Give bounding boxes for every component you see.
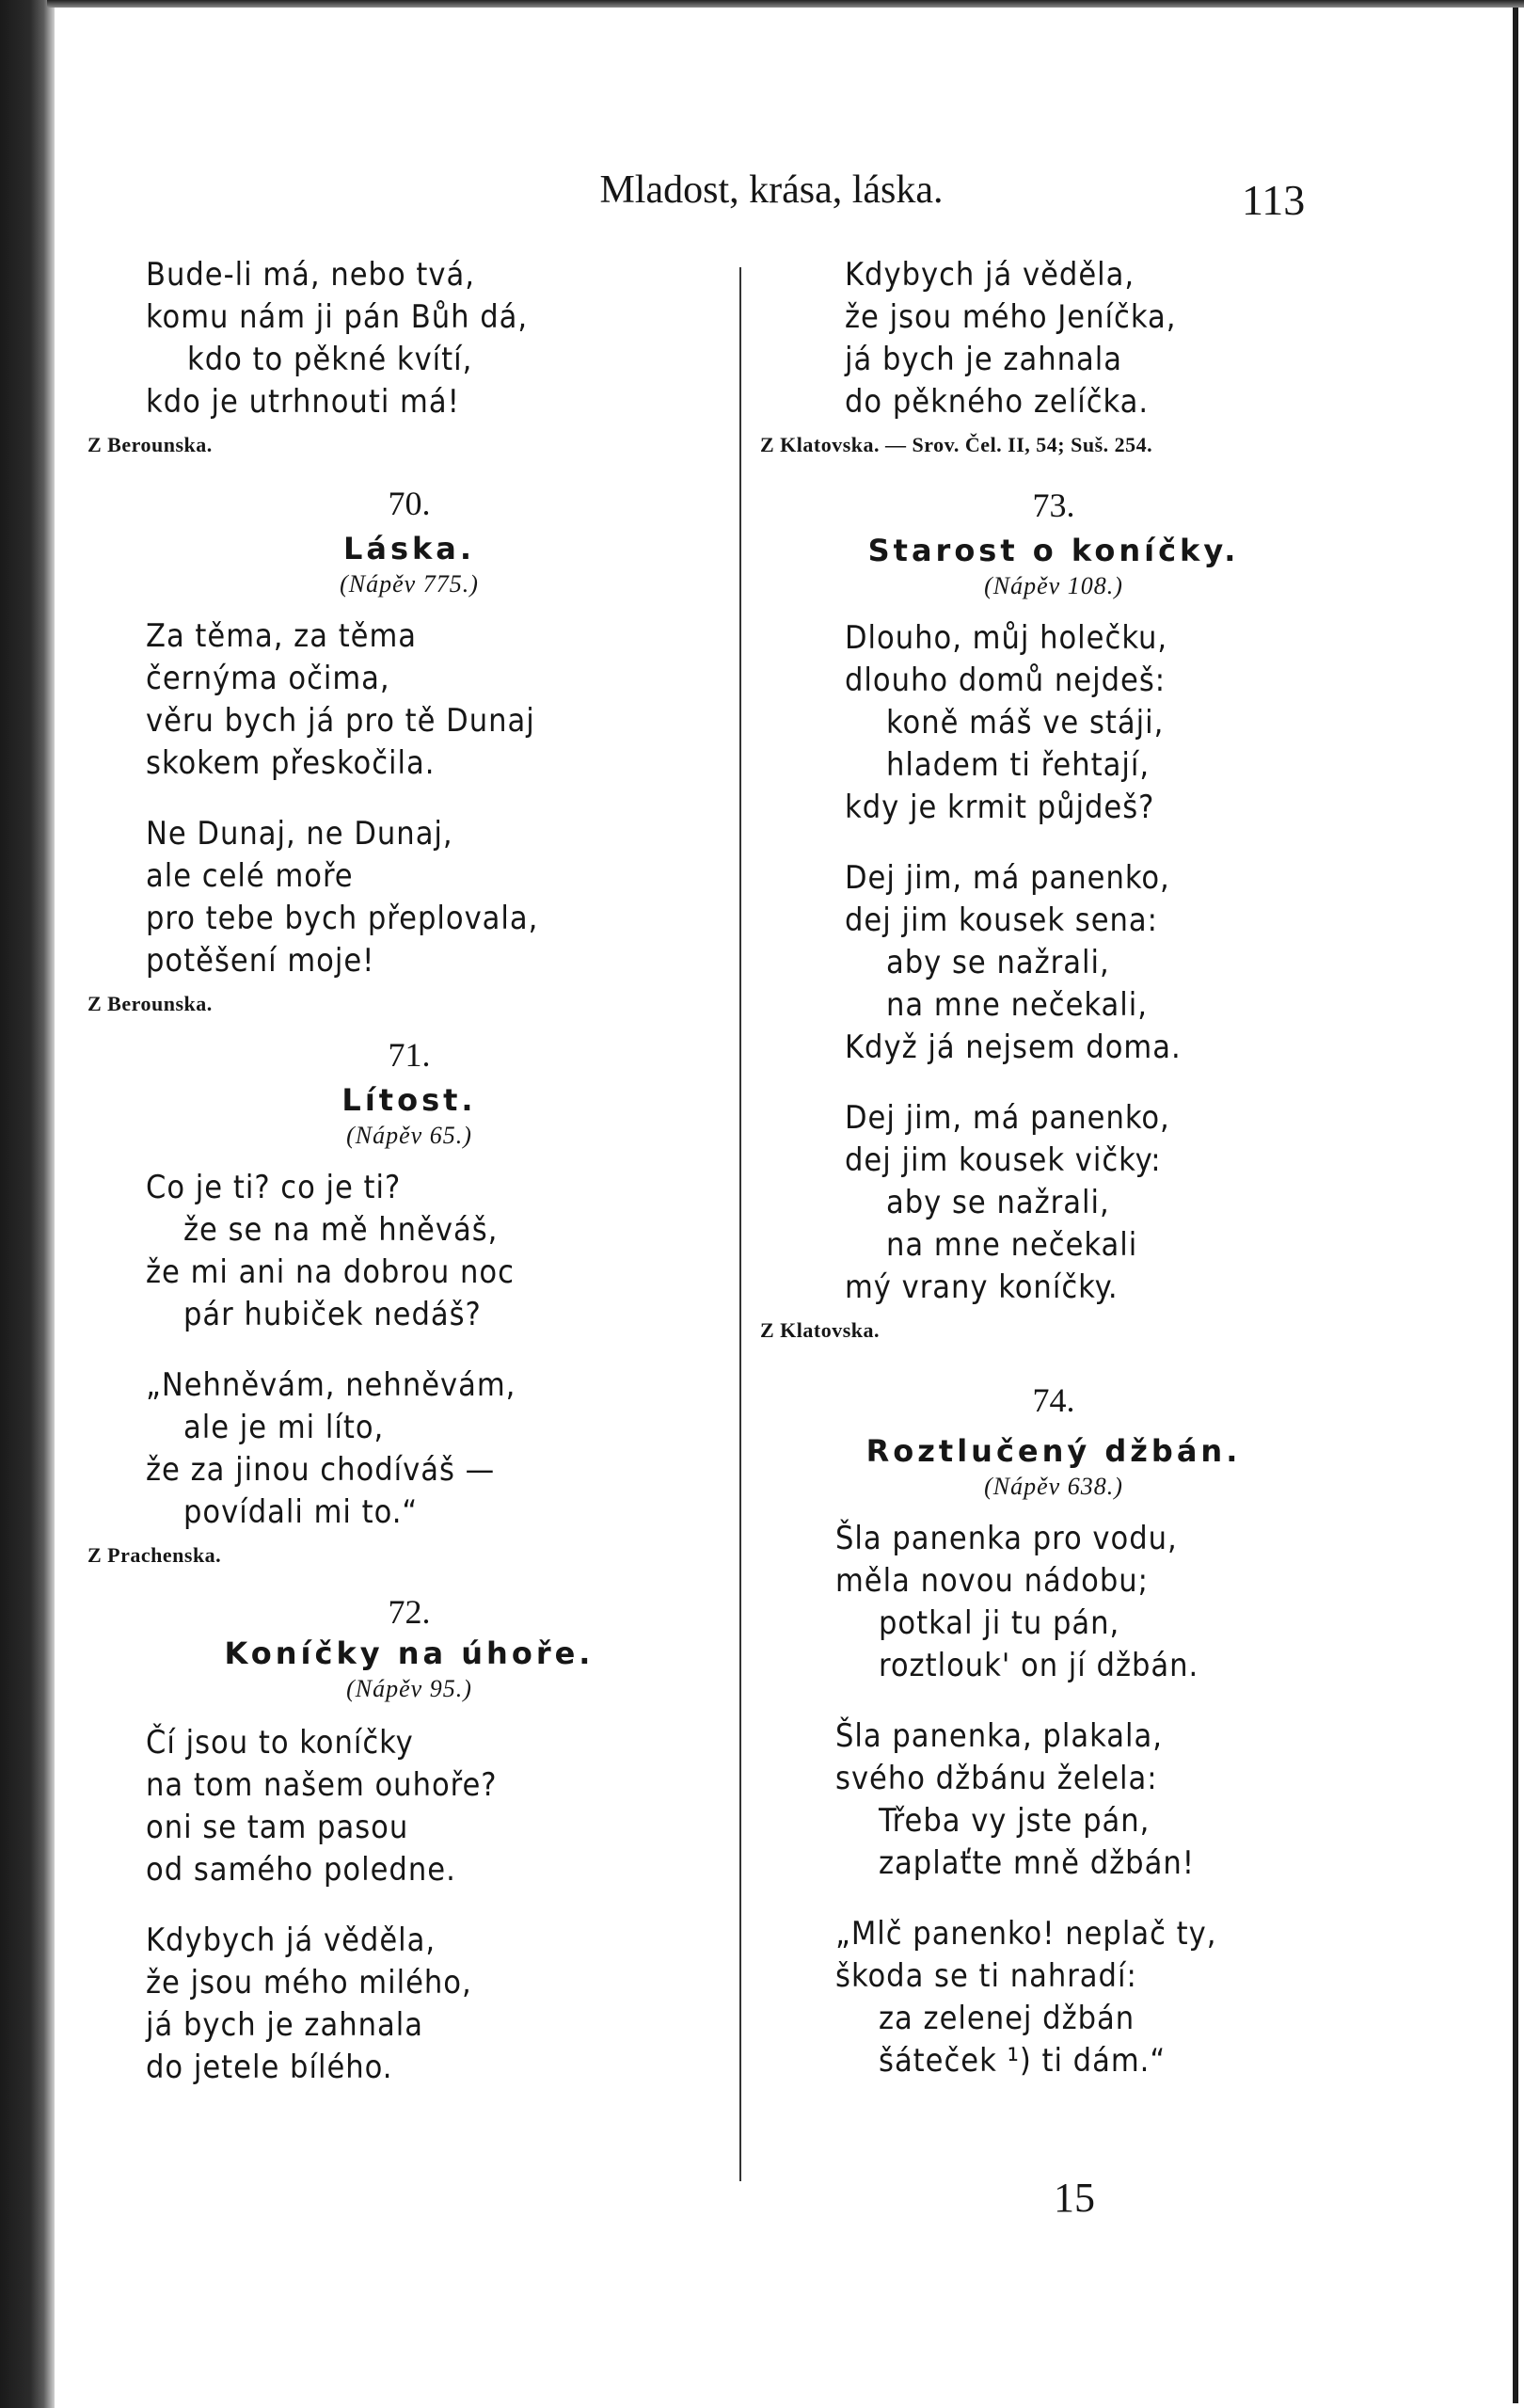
verse-line: kdo to pěkné kvítí, (187, 341, 473, 378)
verse-line: pár hubiček nedáš? (183, 1296, 482, 1333)
verse-line: šáteček ¹) ti dám.“ (879, 2042, 1167, 2080)
verse-line: že se na mě hněváš, (183, 1211, 499, 1249)
verse-line: Třeba vy jste pán, (879, 1802, 1151, 1840)
verse-line: „Nehněvám, nehněvám, (146, 1366, 516, 1404)
song-title: Lítost. (341, 1082, 477, 1118)
running-header: Mladost, krása, láska. (599, 168, 944, 212)
verse-line: aby se nažrali, (886, 1184, 1110, 1221)
page-number: 113 (1242, 176, 1306, 224)
verse-line: Za těma, za těma (146, 617, 418, 655)
verse-line: povídali mi to.“ (183, 1493, 419, 1531)
verse-line: dej jim kousek sena: (845, 901, 1158, 939)
verse-line: Dlouho, můj holečku, (845, 619, 1168, 657)
song-title: Láska. (342, 531, 476, 566)
verse-line: já bych je zahnala (146, 2006, 423, 2044)
song-title: Koníčky na úhoře. (224, 1635, 595, 1671)
verse-line: Dej jim, má panenko, (845, 1099, 1170, 1137)
verse-line: potěšení moje! (146, 942, 375, 980)
verse-line: svého džbánu želela: (835, 1760, 1158, 1797)
verse-line: Ne Dunaj, ne Dunaj, (146, 815, 453, 853)
verse-line: měla novou nádobu; (835, 1562, 1149, 1600)
verse-line: škoda se ti nahradí: (835, 1957, 1137, 1995)
right-column (753, 254, 1279, 2111)
stanza (146, 615, 673, 785)
verse-line: koně máš ve stáji, (886, 704, 1165, 742)
song-number: 71. (388, 1036, 431, 1074)
song-number: 73. (1032, 486, 1075, 524)
verse-line: za zelenej džbán (879, 2000, 1135, 2037)
signature-mark: 15 (1054, 2175, 1095, 2221)
right-edge-border (1513, 8, 1518, 2403)
column-divider (739, 267, 741, 2181)
verse-line: věru bych já pro tě Dunaj (146, 702, 535, 740)
melody-reference: (Nápěv 95.) (346, 1675, 472, 1702)
verse-line: na tom našem ouhoře? (146, 1766, 498, 1804)
melody-reference: (Nápěv 65.) (346, 1122, 472, 1149)
verse-line: ale celé moře (146, 857, 354, 895)
stanza (753, 254, 1279, 423)
top-edge-shadow (47, 0, 1524, 8)
stanza (753, 1913, 1279, 2082)
verse-line: že jsou mého Jeníčka, (845, 298, 1177, 336)
song-number: 74. (1032, 1381, 1075, 1419)
stanza (146, 254, 673, 423)
stanza (753, 1715, 1279, 1885)
verse-line: Kdybych já věděla, (146, 1922, 437, 1959)
verse-line: já bych je zahnala (845, 341, 1122, 378)
verse-line: komu nám ji pán Bůh dá, (146, 298, 529, 336)
verse-line: do pěkného zelíčka. (845, 383, 1150, 421)
stanza (146, 1722, 673, 1891)
verse-line: že jsou mého milého, (146, 1964, 472, 2001)
song-number: 72. (388, 1593, 431, 1631)
melody-reference: (Nápěv 638.) (984, 1473, 1123, 1500)
melody-reference: (Nápěv 775.) (340, 570, 479, 598)
left-column (87, 254, 673, 2117)
book-spine-shadow (0, 0, 55, 2408)
verse-line: že mi ani na dobrou noc (146, 1253, 515, 1291)
verse-line: Bude-li má, nebo tvá, (146, 256, 475, 294)
verse-line: Kdybych já věděla, (845, 256, 1135, 294)
stanza (146, 1167, 673, 1336)
verse-line: Čí jsou to koníčky (146, 1724, 414, 1762)
verse-line: hladem ti řehtají, (886, 746, 1151, 784)
verse-line: kdy je krmit půjdeš? (845, 789, 1155, 826)
source-note: Z Klatovska. — Srov. Čel. II, 54; Suš. 254. (760, 433, 1153, 456)
stanza (753, 617, 1279, 829)
verse-line: na mne nečekali (886, 1226, 1138, 1264)
verse-line: od samého poledne. (146, 1851, 456, 1889)
verse-line: kdo je utrhnouti má! (146, 383, 460, 421)
song-title: Roztlučený džbán. (865, 1433, 1242, 1469)
verse-line: Dej jim, má panenko, (845, 859, 1170, 897)
verse-line: skokem přeskočila. (146, 744, 436, 782)
melody-reference: (Nápěv 108.) (984, 572, 1123, 599)
verse-line: pro tebe bych přeplovala, (146, 900, 539, 937)
verse-line: že za jinou chodíváš — (146, 1451, 496, 1489)
stanza (146, 1920, 673, 2089)
verse-line: na mne nečekali, (886, 986, 1149, 1024)
verse-line: „Mlč panenko! neplač ty, (835, 1915, 1217, 1953)
verse-line: Šla panenka pro vodu, (835, 1520, 1178, 1557)
verse-line: mý vrany koníčky. (845, 1268, 1119, 1306)
verse-line: ale je mi líto, (183, 1409, 385, 1446)
stanza (146, 813, 673, 982)
stanza (146, 1364, 673, 1534)
verse-line: do jetele bílého. (146, 2049, 393, 2086)
verse-line: aby se nažrali, (886, 944, 1110, 981)
verse-line: černýma očima, (146, 660, 390, 697)
song-number: 70. (388, 485, 431, 522)
verse-line: dej jim kousek vičky: (845, 1141, 1162, 1179)
verse-line: dlouho domů nejdeš: (845, 662, 1167, 699)
stanza (753, 1518, 1279, 1687)
stanza (753, 1097, 1279, 1309)
source-note: Z Prachenska. (87, 1543, 222, 1567)
source-note: Z Berounska. (87, 992, 213, 1015)
verse-line: Když já nejsem doma. (845, 1029, 1182, 1066)
verse-line: zaplaťte mně džbán! (879, 1844, 1195, 1882)
verse-line: Šla panenka, plakala, (835, 1717, 1163, 1755)
song-title: Starost o koníčky. (867, 533, 1240, 568)
verse-line: potkal ji tu pán, (879, 1604, 1120, 1642)
verse-line: roztlouk' on jí džbán. (879, 1647, 1199, 1684)
verse-line: Co je ti? co je ti? (146, 1169, 402, 1206)
stanza (753, 857, 1279, 1069)
verse-line: oni se tam pasou (146, 1809, 409, 1846)
source-note: Z Berounska. (87, 433, 213, 456)
source-note: Z Klatovska. (760, 1318, 881, 1342)
